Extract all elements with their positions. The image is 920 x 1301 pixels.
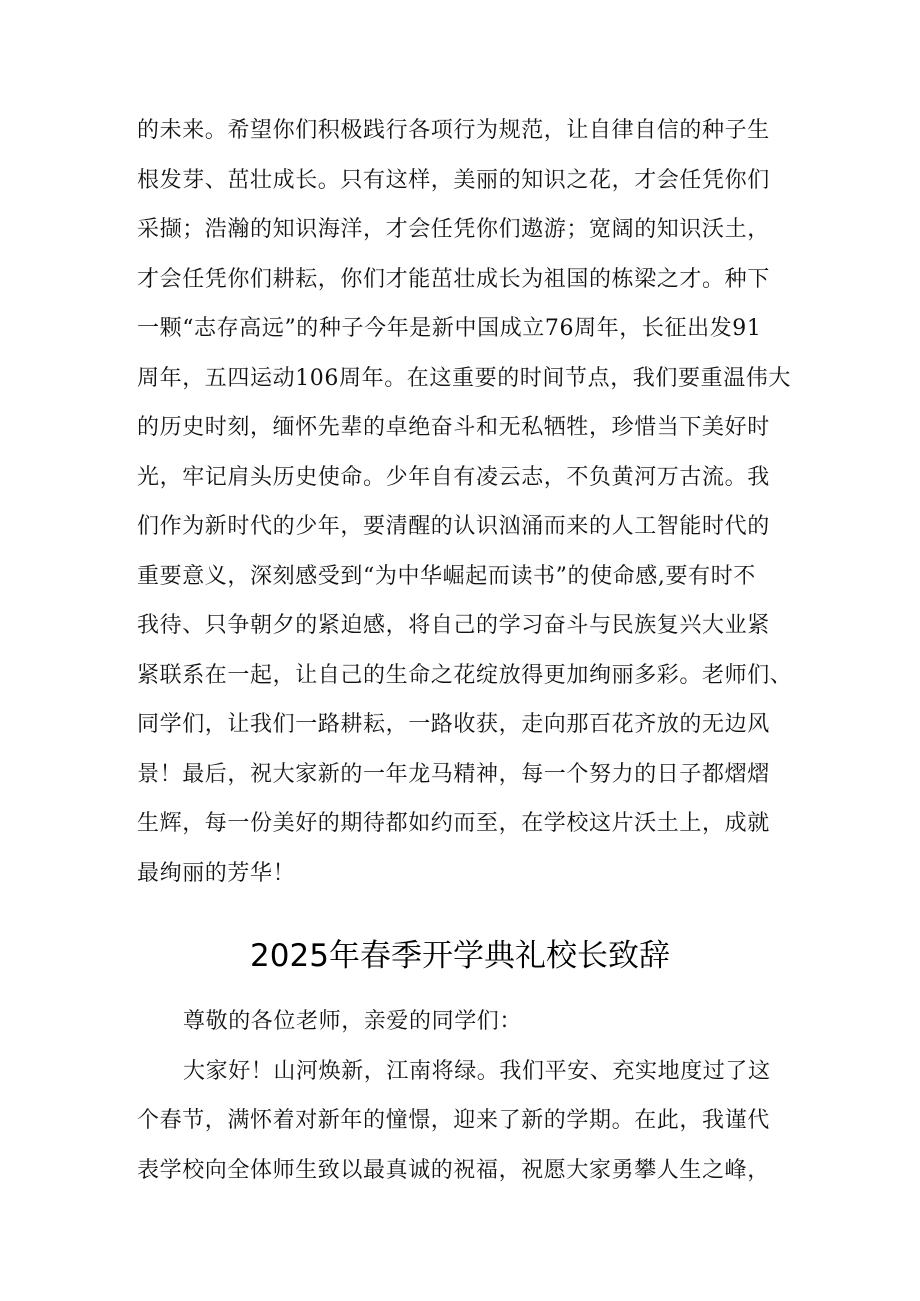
paragraph-line: 我待、只争朝夕的紧迫感，将自己的学习奋斗与民族复兴大业紧 [137, 613, 770, 638]
paragraph-line: 大家好！山河焕新，江南将绿。我们平安、充实地度过了这 [183, 1059, 771, 1084]
paragraph-line: 光，牢记肩头历史使命。少年自有凌云志，不负黄河万古流。我 [137, 465, 770, 490]
paragraph-line: 一颗“志存高远”的种子今年是新中国成立76周年，长征出发91 [137, 316, 762, 341]
paragraph-line: 生辉，每一份美好的期待都如约而至，在学校这片沃土上，成就 [137, 811, 770, 836]
paragraph-line: 才会任凭你们耕耘，你们才能茁壮成长为祖国的栋梁之才。种下 [137, 267, 770, 292]
paragraph-line: 重要意义，深刻感受到“为中华崛起而读书”的使命感,要有时不 [137, 564, 756, 589]
paragraph-line: 的未来。希望你们积极践行各项行为规范，让自律自信的种子生 [137, 118, 770, 143]
paragraph-line: 根发芽、茁壮成长。只有这样，美丽的知识之花，才会任凭你们 [137, 168, 770, 193]
paragraph-line: 采撷；浩瀚的知识海洋，才会任凭你们遨游；宽阔的知识沃土， [137, 217, 770, 242]
paragraph-line: 紧联系在一起，让自己的生命之花绽放得更加绚丽多彩。老师们、 [137, 663, 793, 688]
paragraph-line: 景！最后，祝大家新的一年龙马精神，每一个努力的日子都熠熠 [137, 762, 770, 787]
section-title: 2025年春季开学典礼校长致辞 [250, 938, 670, 974]
paragraph-line: 的历史时刻，缅怀先辈的卓绝奋斗和无私牺牲，珍惜当下美好时 [137, 415, 770, 440]
salutation: 尊敬的各位老师，亲爱的同学们： [183, 1009, 523, 1034]
paragraph-line: 周年，五四运动106周年。在这重要的时间节点，我们要重温伟大 [137, 366, 791, 391]
paragraph-line: 最绚丽的芳华！ [137, 861, 296, 886]
paragraph-line: 们作为新时代的少年，要清醒的认识汹涌而来的人工智能时代的 [137, 514, 770, 539]
paragraph-line: 同学们，让我们一路耕耘，一路收获，走向那百花齐放的无边风 [137, 712, 770, 737]
paragraph-line: 个春节，满怀着对新年的憧憬，迎来了新的学期。在此，我谨代 [137, 1108, 770, 1133]
paragraph-line: 表学校向全体师生致以最真诚的祝福，祝愿大家勇攀人生之峰， [137, 1158, 770, 1183]
